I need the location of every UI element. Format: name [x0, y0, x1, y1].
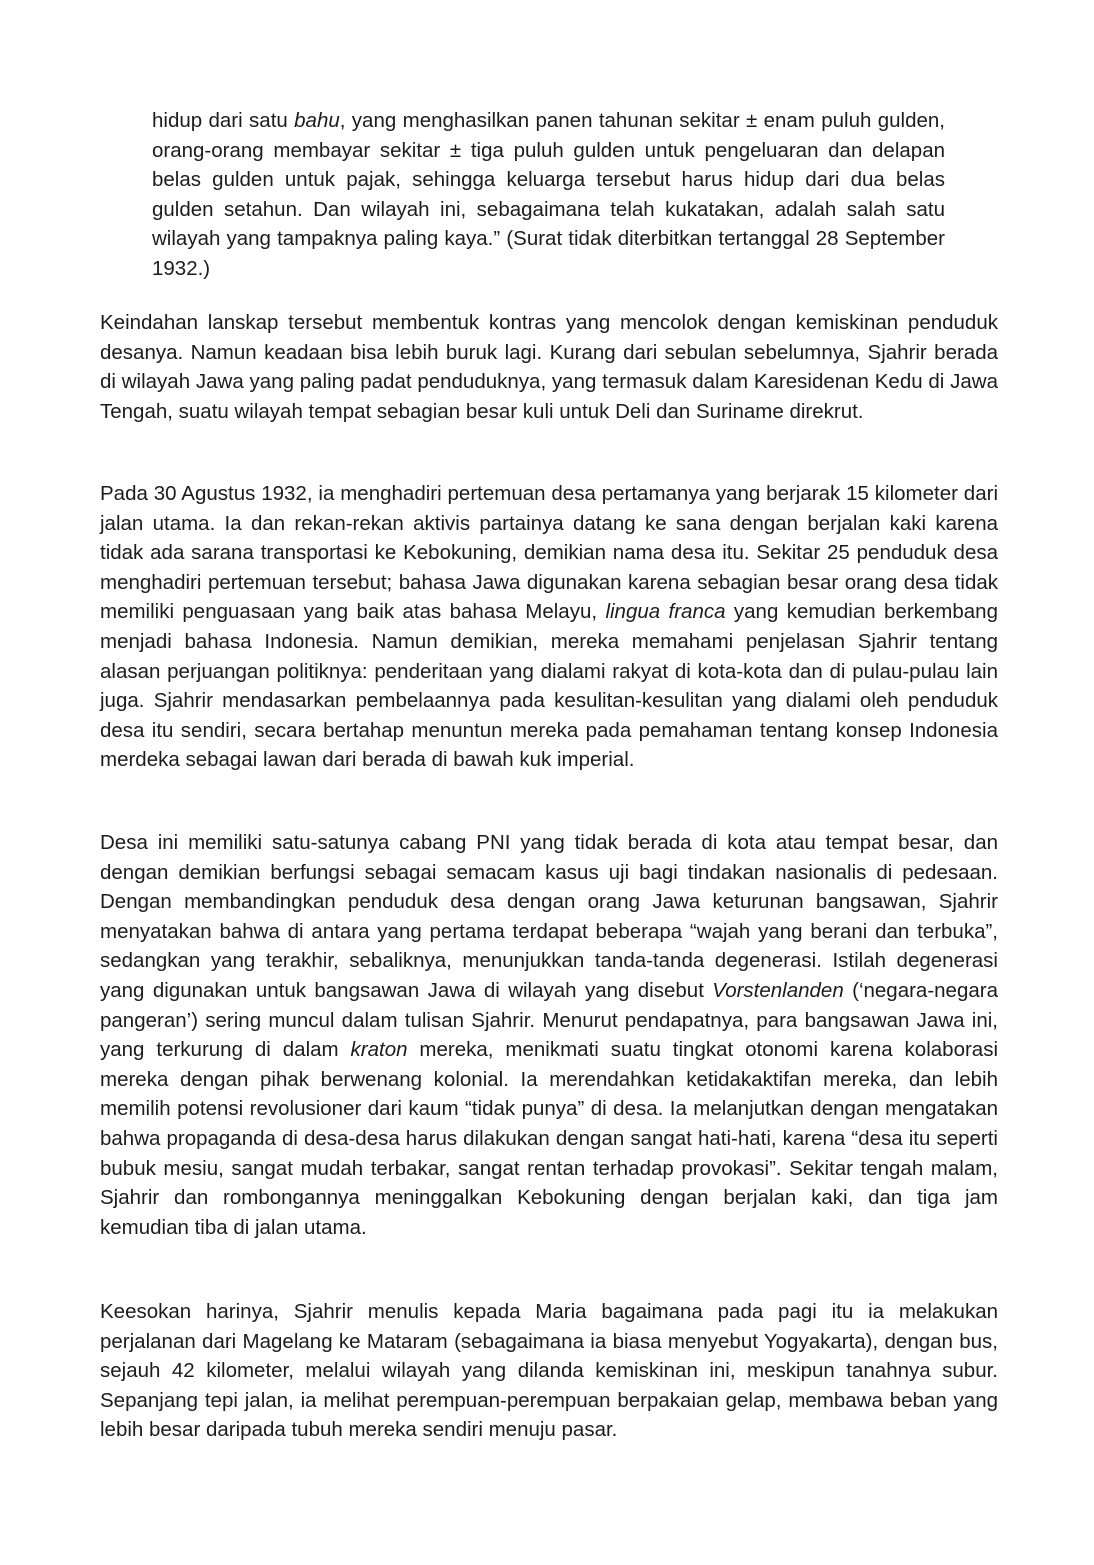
quote-text-1: hidup dari satu	[152, 109, 295, 132]
term-vorstenlanden: Vorstenlanden	[712, 978, 844, 1002]
paragraph-2	[100, 479, 998, 775]
paragraph-4-text: Keesokan harinya, Sjahrir menulis kepada Maria bagaimana pada pagi itu ia melakukan perjalanan dari Magelang ke Mataram (sebagaimana ia biasa menyebut Yogyakarta), dengan bus, sejauh 42 kilometer, melalui wilayah yang dilanda kemiskinan ini, meskipun tanahnya subur. Sepanjang tepi jalan, ia melihat perempuan-perempuan berpakaian gelap, membawa beban yang lebih besar daripada tubuh mereka sendiri menuju pasar.	[100, 1300, 998, 1442]
paragraph-3	[100, 828, 998, 1242]
quote-text-2: , yang menghasilkan panen tahunan sekitar ± enam puluh gulden, orang-orang membayar sekitar ± tiga puluh gulden untuk pengeluaran dan delapan belas gulden untuk pajak, sehingga keluarga tersebut harus hidup dari dua belas gulden setahun. Dan wilayah ini, sebagaimana telah kukatakan, adalah salah satu wilayah yang tampaknya paling kaya.” (Surat tidak diterbitkan tertanggal 28 September 1932.)	[152, 109, 945, 280]
paragraph-2-text-1: Pada 30 Agustus 1932, ia menghadiri pertemuan desa pertamanya yang berjarak 15 kilometer dari jalan utama. Ia dan rekan-rekan aktivis partainya datang ke sana dengan berjalan kaki karena tidak ada sarana transportasi ke Kebokuning, demikian nama desa itu. Sekitar 25 penduduk desa menghadiri pertemuan tersebut; bahasa Jawa digunakan karena sebagian besar orang desa tidak memiliki penguasaan yang baik atas bahasa Melayu,	[100, 482, 998, 624]
paragraph-1-text: Keindahan lanskap tersebut membentuk kontras yang mencolok dengan kemiskinan penduduk desanya. Namun keadaan bisa lebih buruk lagi. Kurang dari sebulan sebelumnya, Sjahrir berada di wilayah Jawa yang paling padat penduduknya, yang termasuk dalam Karesidenan Kedu di Jawa Tengah, suatu wilayah tempat sebagian besar kuli untuk Deli dan Suriname direkrut.	[100, 311, 998, 423]
paragraph-2-text-2: yang kemudian berkembang menjadi bahasa Indonesia. Namun demikian, mereka memahami penjelasan Sjahrir tentang alasan perjuangan politiknya: penderitaan yang dialami rakyat di kota-kota dan di pulau-pulau lain juga. Sjahrir mendasarkan pembelaannya pada kesulitan-kesulitan yang dialami oleh penduduk desa itu sendiri, secara bertahap menuntun mereka pada pemahaman tentang konsep Indonesia merdeka sebagai lawan dari berada di bawah kuk imperial.	[100, 600, 998, 772]
paragraph-3-text-1: Desa ini memiliki satu-satunya cabang PNI yang tidak berada di kota atau tempat besar, dan dengan demikian berfungsi sebagai semacam kasus uji bagi tindakan nasionalis di pedesaan. Dengan membandingkan penduduk desa dengan orang Jawa keturunan bangsawan, Sjahrir menyatakan bahwa di antara yang pertama terdapat beberapa “wajah yang berani dan terbuka”, sedangkan yang terakhir, sebaliknya, menunjukkan tanda-tanda degenerasi. Istilah degenerasi yang digunakan untuk bangsawan Jawa di wilayah yang disebut	[100, 831, 998, 1002]
paragraph-3-text-2: (‘negara-negara pangeran’) sering muncul dalam tulisan Sjahrir. Menurut pendapatnya, para bangsawan Jawa ini, yang terkurung di dalam	[100, 978, 998, 1062]
paragraph-4	[100, 1297, 998, 1445]
term-lingua-franca: lingua franca	[605, 600, 726, 624]
term-kraton: kraton	[350, 1038, 408, 1062]
paragraph-3-text-3: mereka, menikmati suatu tingkat otonomi karena kolaborasi mereka dengan pihak berwenang kolonial. Ia merendahkan ketidakaktifan mereka, dan lebih memilih potensi revolusioner dari kaum “tidak punya” di desa. Ia melanjutkan dengan mengatakan bahwa propaganda di desa-desa harus dilakukan dengan sangat hati-hati, karena “desa itu seperti bubuk mesiu, sangat mudah terbakar, sangat rentan terhadap provokasi”. Sekitar tengah malam, Sjahrir dan rombongannya meninggalkan Kebokuning dengan berjalan kaki, dan tiga jam kemudian tiba di jalan utama.	[100, 1038, 999, 1239]
quote-term-bahu: bahu	[294, 109, 340, 132]
paragraph-1	[100, 308, 998, 426]
block-quote	[152, 106, 945, 284]
